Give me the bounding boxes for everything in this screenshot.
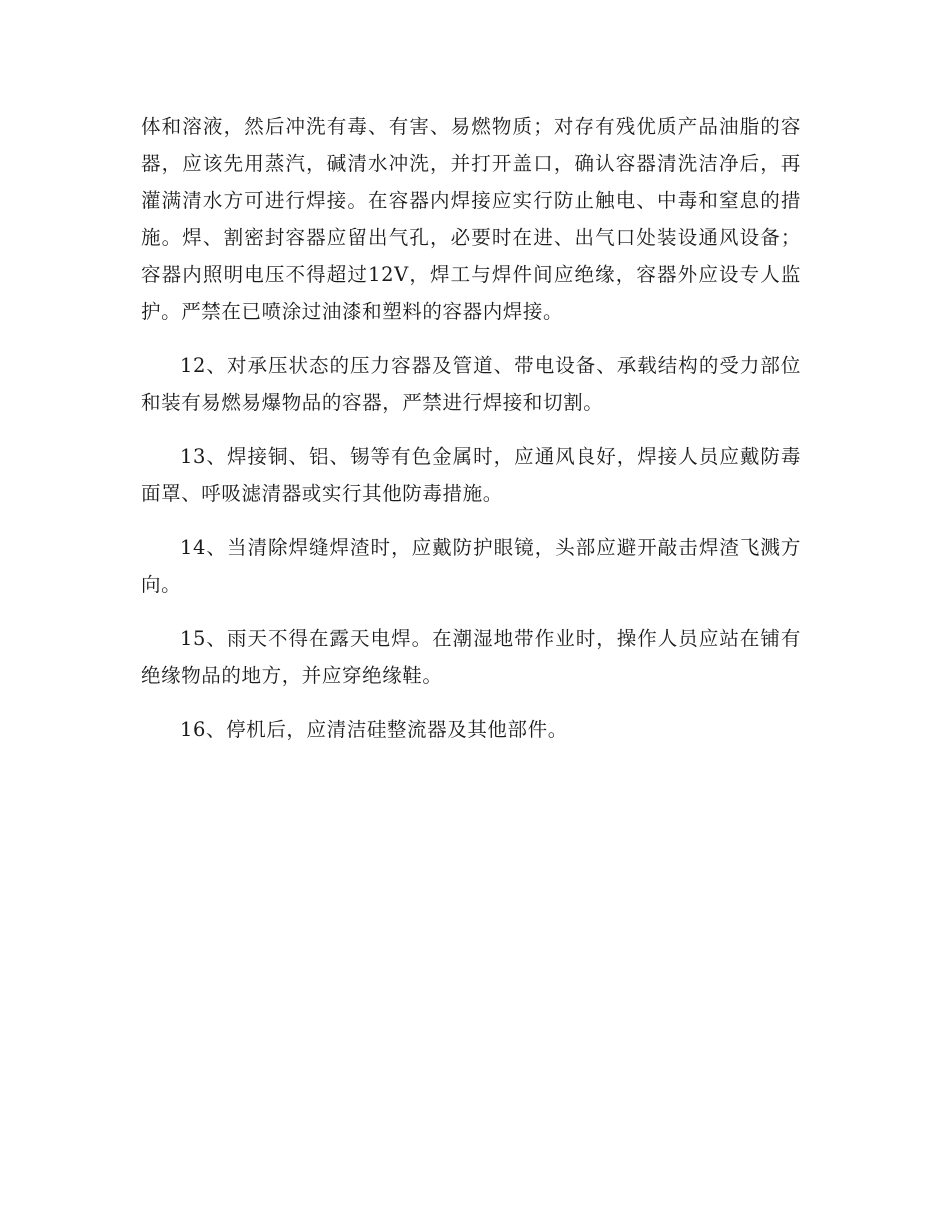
document-body xyxy=(141,108,801,765)
paragraph-continuation: 体和溶液，然后冲洗有毒、有害、易燃物质；对存有残优质产品油脂的容器，应该先用蒸汽，碱清水冲洗，并打开盖口，确认容器清洗洁净后，再灌满清水方可进行焊接。在容器内焊接应实行防止触电、中毒和窒息的措施。焊、割密封容器应留出气孔，必要时在进、出气口处装设通风设备；容器内照明电压不得超过12V，焊工与焊件间应绝缘，容器外应设专人监护。严禁在已喷涂过油漆和塑料的容器内焊接。 xyxy=(141,115,801,323)
paragraph-item-13: 13、焊接铜、铝、锡等有色金属时，应通风良好，焊接人员应戴防毒面罩、呼吸滤清器或实行其他防毒措施。 xyxy=(141,445,801,505)
paragraph-item-16: 16、停机后，应清洁硅整流器及其他部件。 xyxy=(180,718,568,741)
paragraph-item-15: 15、雨天不得在露天电焊。在潮湿地带作业时，操作人员应站在铺有绝缘物品的地方，并应穿绝缘鞋。 xyxy=(141,627,801,687)
paragraph-item-12: 12、对承压状态的压力容器及管道、带电设备、承载结构的受力部位和装有易燃易爆物品的容器，严禁进行焊接和切割。 xyxy=(141,354,801,414)
paragraph-item-14: 14、当清除焊缝焊渣时，应戴防护眼镜，头部应避开敲击焊渣飞溅方向。 xyxy=(141,536,801,596)
